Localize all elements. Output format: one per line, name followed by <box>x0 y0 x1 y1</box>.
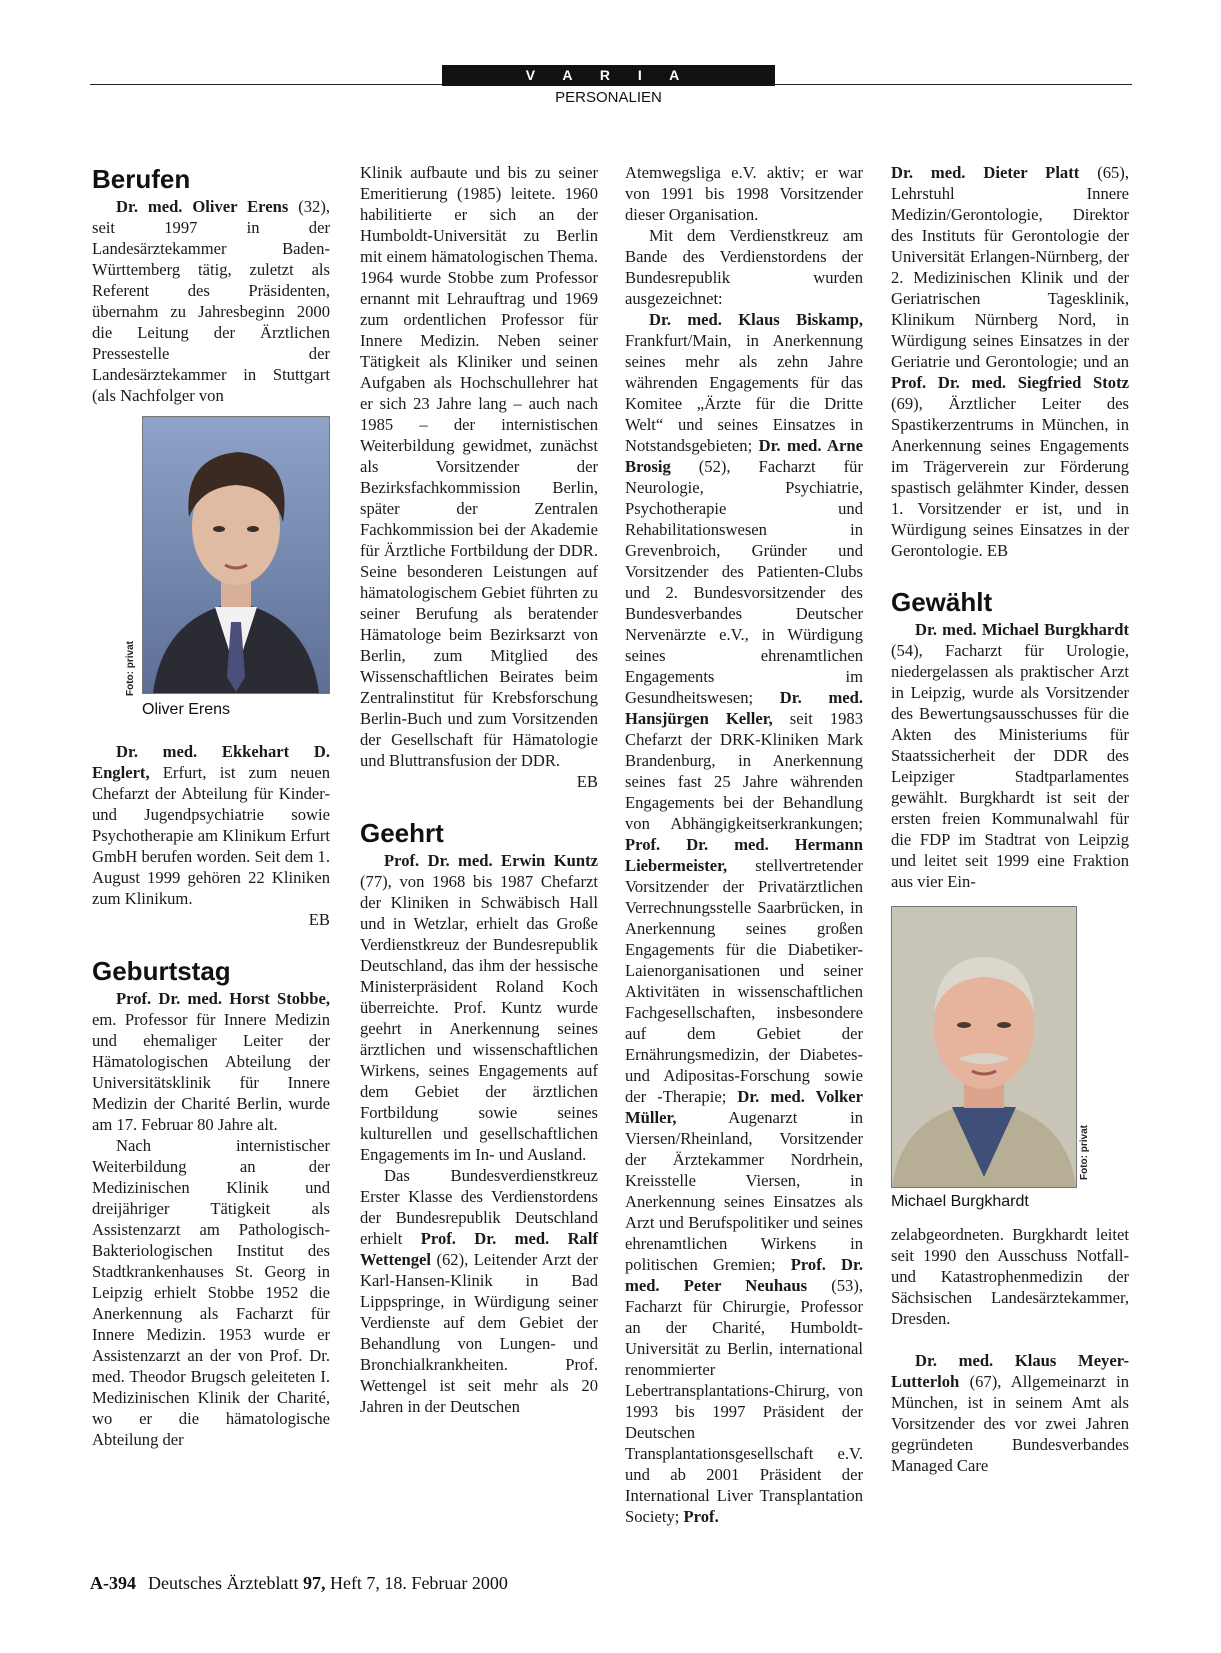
page-footer: A-394 Deutsches Ärzteblatt 97, Heft 7, 18. Februar 2000 <box>90 1573 508 1593</box>
name-wettengel: Prof. Dr. med. Ralf Wettengel <box>360 1229 598 1269</box>
portrait-photo-burgkhardt <box>891 906 1077 1188</box>
portrait-image <box>892 907 1076 1187</box>
column-3 <box>625 162 863 1527</box>
portrait-image <box>143 417 329 693</box>
photo-caption: Oliver Erens <box>142 701 231 718</box>
paragraph-englert: Dr. med. Ekkehart D. Englert, Erfurt, ist zum neuen Chefarzt der Abteilung für Kinder- und Jugendpsychiatrie sowie Psychotherapie am Klinikum Erfurt GmbH berufen worden. Seit dem 1. August 1999 gehören 22 Kliniken zum Klinikum. EB <box>92 742 330 929</box>
photo-credit: Foto: privat <box>1079 1125 1090 1180</box>
name-burgkhardt: Dr. med. Michael Burgkhardt <box>915 620 1129 639</box>
name-erens: Dr. med. Oliver Erens <box>116 197 289 216</box>
paragraph-verdienstkreuz: Mit dem Verdienstkreuz am Bande des Verdienstordens der Bundesrepublik wurden ausgezeichnet: <box>625 226 863 308</box>
subsection-label: PERSONALIEN <box>555 89 662 106</box>
column-1 <box>92 162 330 1450</box>
heading-geehrt: Geehrt <box>360 818 444 848</box>
name-kuntz: Prof. Dr. med. Erwin Kuntz <box>384 851 598 870</box>
heading-berufen: Berufen <box>92 164 191 194</box>
paragraph-stobbe: Prof. Dr. med. Horst Stobbe, em. Professor für Innere Medizin und ehemaliger Leiter der Hämatologischen Abteilung der Universitätsklinik für Innere Medizin der Charité Berlin, wurde am 17. Februar 80 Jahre alt. <box>92 989 330 1134</box>
paragraph-stobbe-3: Klinik aufbaute und bis zu seiner Emeritierung (1985) leitete. 1960 habilitierte er sich an der Humboldt-Universität zu Berlin mit einem hämatologischen Thema. 1964 wurde Stobbe zum Professor ernannt mit Lehrauftrag und 1969 zum ordentlichen Professor für Innere Medizin. Neben seiner Tätigkeit als Kliniker und seinen Aufgaben als Hochschullehrer hat er sich 23 Jahre lang – auch nach 1985 – der internistischen Weiterbildung gewidmet, zunächst als Vorsitzender der Bezirksfachkommission Berlin, später der Zentralen Fachkommission bei der Akademie für Ärztliche Fortbildung der DDR. Seine besonderen Leistungen auf hämatologischem Gebiet führten zu seiner Berufung als beratender Hämatologe beim Bezirksarzt von Berlin, zum Mitglied des Wissenschaftlichen Beirates beim Zentralinstitut für Krebsforschung Berlin-Buch und zum Vorsitzenden der Gesellschaft für Hämatologie und Bluttransfusion der DDR. EB <box>360 163 598 791</box>
photo-credit: Foto: privat <box>125 641 136 696</box>
author-initials: EB <box>576 772 598 791</box>
heading-geburtstag: Geburtstag <box>92 956 231 986</box>
photo-caption: Michael Burgkhardt <box>891 1193 1029 1210</box>
column-4 <box>891 162 1129 1476</box>
paragraph-honorees: Dr. med. Klaus Biskamp, Frankfurt/Main, in Anerkennung seines mehr als zehn Jahre währenden Engagements für das Komitee „Ärzte für die Dritte Welt“ und seines Einsatzes in Notstandsgebieten; Dr. med. Arne Brosig (52), Facharzt für Neurologie, Psychiatrie, Psychotherapie und Rehabilitationswesen in Grevenbroich, Gründer und Vorsitzender des Patienten-Clubs und 2. Bundesvorsitzender des Bundesverbandes Deutscher Nervenärzte e.V., in Würdigung seines ehrenamtlichen Engagements im Gesundheitswesen; Dr. med. Hansjürgen Keller, seit 1983 Chefarzt der DRK-Kliniken Mark Brandenburg, in Anerkennung seines fast 25 Jahre währenden Engagements bei der Behandlung von Abhängigkeitserkrankungen; Prof. Dr. med. Hermann Liebermeister, stellvertretender Vorsitzender der Privatärztlichen Verrechnungsstelle Saarbrücken, in Anerkennung seines großen Engagements für die Diabetiker-Laienorganisationen und seiner Aktivitäten in wissenschaftlichen Fachgesellschaften, insbesondere auf dem Gebiet der Ernährungsmedizin, der Diabetes- und Adipositas-Forschung sowie der -Therapie; Dr. med. Volker Müller, Augenarzt in Viersen/Rheinland, Vorsitzender der Ärztekammer Nordrhein, Kreisstelle Viersen, in Anerkennung seines Einsatzes als Arzt und Berufspolitiker und seines ehrenamtlichen Wirkens in politischen Gremien; Prof. Dr. med. Peter Neuhaus (53), Facharzt für Chirurgie, Professor an der Charité, Humboldt-Universität zu Berlin, international renommierter Lebertransplantations-Chirurg, von 1993 bis 1997 Präsident der Deutschen Transplantationsgesellschaft e.V. und ab 2001 Präsident der International Liver Transplantation Society; Prof. <box>625 310 864 1526</box>
paragraph-burgkhardt-cont: zelabgeordneten. Burgkhardt leitet seit 1990 den Ausschuss Notfall- und Katastrophenmedizin der Sächsischen Landesärztekammer, Dresden. <box>891 1225 1129 1328</box>
paragraph-atemwegsliga: Atemwegsliga e.V. aktiv; er war von 1991 bis 1998 Vorsitzender dieser Organisation. <box>625 163 863 224</box>
paragraph-platt-stotz: Dr. med. Dieter Platt (65), Lehrstuhl Innere Medizin/Gerontologie, Direktor des Instituts für Gerontologie der Universität Erlangen-Nürnberg, der 2. Medizinischen Klinik und der Geriatrischen Tagesklinik, Klinikum Nürnberg Nord, in Würdigung seines Einsatzes in der Geriatrie und Gerontologie; und an Prof. Dr. med. Siegfried Stotz (69), Ärztlicher Leiter des Spastikerzentrums in München, in Anerkennung seines Engagements im Trägerverein zur Förderung spastisch gelähmter Kinder, dessen 1. Vorsitzender er ist, und in Würdigung seines Einsatzes in der Gerontologie. EB <box>891 163 1129 560</box>
paragraph-erens: Dr. med. Oliver Erens (32), seit 1997 in der Landesärztekammer Baden-Württemberg tätig, zuletzt als Referent des Präsidenten, übernahm zu Jahresbeginn 2000 die Leitung der Ärztlichen Pressestelle der Landesärztekammer in Stuttgart (als Nachfolger von <box>92 197 330 405</box>
column-2 <box>360 162 598 1417</box>
name-meyer-lutterloh: Dr. med. Klaus Meyer-Lutterloh <box>891 1351 1129 1391</box>
paragraph-meyer-lutterloh: Dr. med. Klaus Meyer-Lutterloh (67), Allgemeinarzt in München, ist in seinem Amt als Vorsitzender des vor zwei Jahren gegründeten Bundesverbandes Managed Care <box>891 1351 1129 1475</box>
name-englert: Dr. med. Ekkehart D. Englert, <box>92 742 330 782</box>
heading-gewaehlt: Gewählt <box>891 587 993 617</box>
photo-block-burgkhardt <box>891 906 1129 1212</box>
paragraph-burgkhardt: Dr. med. Michael Burgkhardt (54), Facharzt für Urologie, niedergelassen als praktischer Arzt in Leipzig, wurde als Vorsitzender des Bewertungsausschusses für die Akten des Ministeriums für Staatssicherheit der DDR des Leipziger Stadtparlamentes gewählt. Burgkhardt ist seit der ersten freien Kommunalwahl für die FDP im Stadtrat von Leipzig und leitet seit 1999 eine Fraktion aus vier Ein- <box>891 620 1129 891</box>
author-initials: EB <box>308 910 330 929</box>
photo-block-erens <box>125 416 330 720</box>
portrait-photo-erens <box>142 416 330 694</box>
page-number: A-394 <box>90 1573 136 1593</box>
name-stobbe: Prof. Dr. med. Horst Stobbe, <box>116 989 330 1008</box>
section-label: V A R I A <box>442 65 775 86</box>
paragraph-stobbe-2: Nach internistischer Weiterbildung an der Medizinischen Klinik und dreijähriger Tätigkeit als Assistenzarzt am Pathologisch-Bakteriologischen Institut des Stadtkrankenhauses St. Georg in Leipzig erhielt Stobbe 1952 die Anerkennung als Facharzt für Innere Medizin. 1953 wurde er Assistenzarzt an der von Prof. Dr. med. Theodor Brugsch geleiteten I. Medizinischen Klinik der Charité, wo er die hämatologische Abteilung der <box>92 1136 330 1449</box>
volume-number: 97, <box>302 1573 326 1593</box>
paragraph-kuntz: Prof. Dr. med. Erwin Kuntz (77), von 1968 bis 1987 Chefarzt der Kliniken in Schwäbisch Hall und in Wetzlar, erhielt das Große Verdienstkreuz der Bundesrepublik Deutschland, das ihm der hessische Ministerpräsident Roland Koch überreichte. Prof. Kuntz wurde geehrt in Anerkennung seines ärztlichen und wissenschaftlichen Wirkens, seines Engagements auf dem Gebiet der ärztlichen Fortbildung sowie seines kulturellen und gesellschaftlichen Engagements im In- und Ausland. <box>360 851 598 1164</box>
paragraph-wettengel: Das Bundesverdienstkreuz Erster Klasse des Verdienstordens der Bundesrepublik Deutschland erhielt Prof. Dr. med. Ralf Wettengel (62), Leitender Arzt der Karl-Hansen-Klinik in Bad Lippspringe, in Würdigung seiner Verdienste auf dem Gebiet der Behandlung von Lungen- und Bronchialkrankheiten. Prof. Wettengel ist seit mehr als 20 Jahren in der Deutschen <box>360 1166 598 1416</box>
